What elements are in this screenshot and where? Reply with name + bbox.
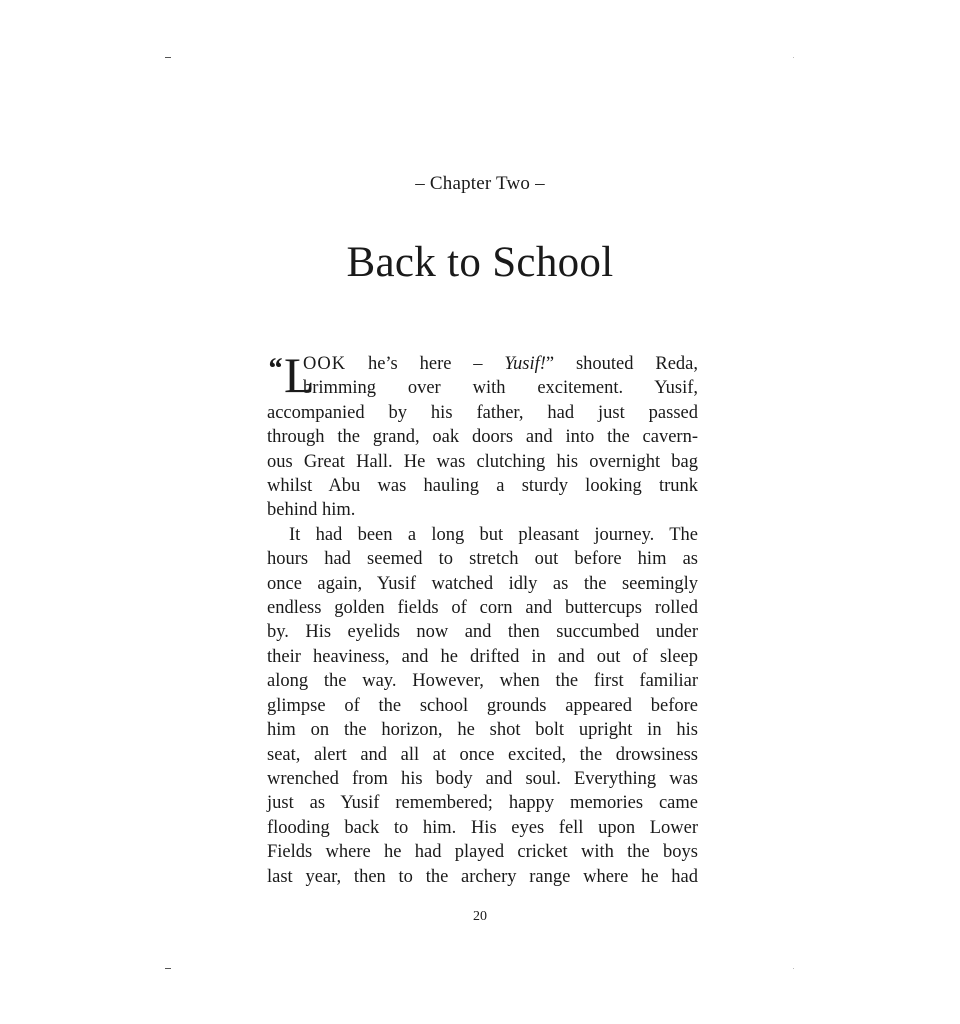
paragraph-line: Fields where he had played cricket with the boys bbox=[267, 842, 698, 863]
paragraph-2 bbox=[267, 523, 698, 889]
paragraph-line: whilst Abu was hauling a sturdy looking trunk bbox=[267, 476, 698, 497]
paragraph-line: by. His eyelids now and then succumbed under bbox=[267, 622, 698, 643]
paragraph-line: brimming over with excitement. Yusif, bbox=[303, 378, 698, 399]
drop-cap-letter: L bbox=[284, 347, 315, 403]
text-run: he’s here – bbox=[346, 354, 505, 374]
paragraph-line: just as Yusif remembered; happy memories came bbox=[267, 793, 698, 814]
paragraph-line: seat, alert and all at once excited, the drowsiness bbox=[267, 744, 698, 765]
paragraph-line: along the way. However, when the first familiar bbox=[267, 671, 698, 692]
crop-mark-top-left bbox=[165, 57, 171, 58]
paragraph-line: wrenched from his body and soul. Everything was bbox=[267, 768, 698, 789]
paragraph-line: behind him. bbox=[267, 500, 356, 521]
paragraph-line: him on the horizon, he shot bolt upright in his bbox=[267, 720, 698, 741]
paragraph-line bbox=[267, 352, 698, 376]
paragraph-line: flooding back to him. His eyes fell upon Lower bbox=[267, 817, 698, 838]
paragraph-line: their heaviness, and he drifted in and out of sleep bbox=[267, 646, 698, 667]
chapter-title: Back to School bbox=[346, 239, 614, 286]
body-text bbox=[267, 347, 698, 889]
paragraph-1 bbox=[267, 347, 698, 523]
paragraph-line: hours had seemed to stretch out before him as bbox=[267, 549, 698, 570]
paragraph-line: through the grand, oak doors and into the cavern- bbox=[267, 427, 698, 448]
page-number: 20 bbox=[473, 909, 487, 924]
crop-mark-bottom-right bbox=[793, 968, 794, 969]
text-run: ” shouted Reda, bbox=[545, 354, 698, 374]
small-caps-word: OOK bbox=[303, 354, 347, 374]
crop-mark-bottom-left bbox=[165, 968, 171, 969]
paragraph-line: It had been a long but pleasant journey. The bbox=[289, 524, 698, 545]
paragraph-line: ous Great Hall. He was clutching his overnight bag bbox=[267, 451, 698, 472]
chapter-label: – Chapter Two – bbox=[415, 173, 545, 194]
drop-cap-block bbox=[267, 347, 315, 403]
italic-name: Yusif! bbox=[504, 354, 546, 374]
crop-mark-top-right bbox=[793, 57, 794, 58]
paragraph-line: glimpse of the school grounds appeared before bbox=[267, 695, 698, 716]
paragraph-line: accompanied by his father, had just passed bbox=[267, 402, 698, 423]
opening-quote-mark: “ bbox=[267, 352, 282, 385]
paragraph-line: endless golden fields of corn and buttercups rolled bbox=[267, 598, 698, 619]
paragraph-line: last year, then to the archery range where he had bbox=[267, 866, 698, 887]
paragraph-line: once again, Yusif watched idly as the seemingly bbox=[267, 573, 698, 594]
